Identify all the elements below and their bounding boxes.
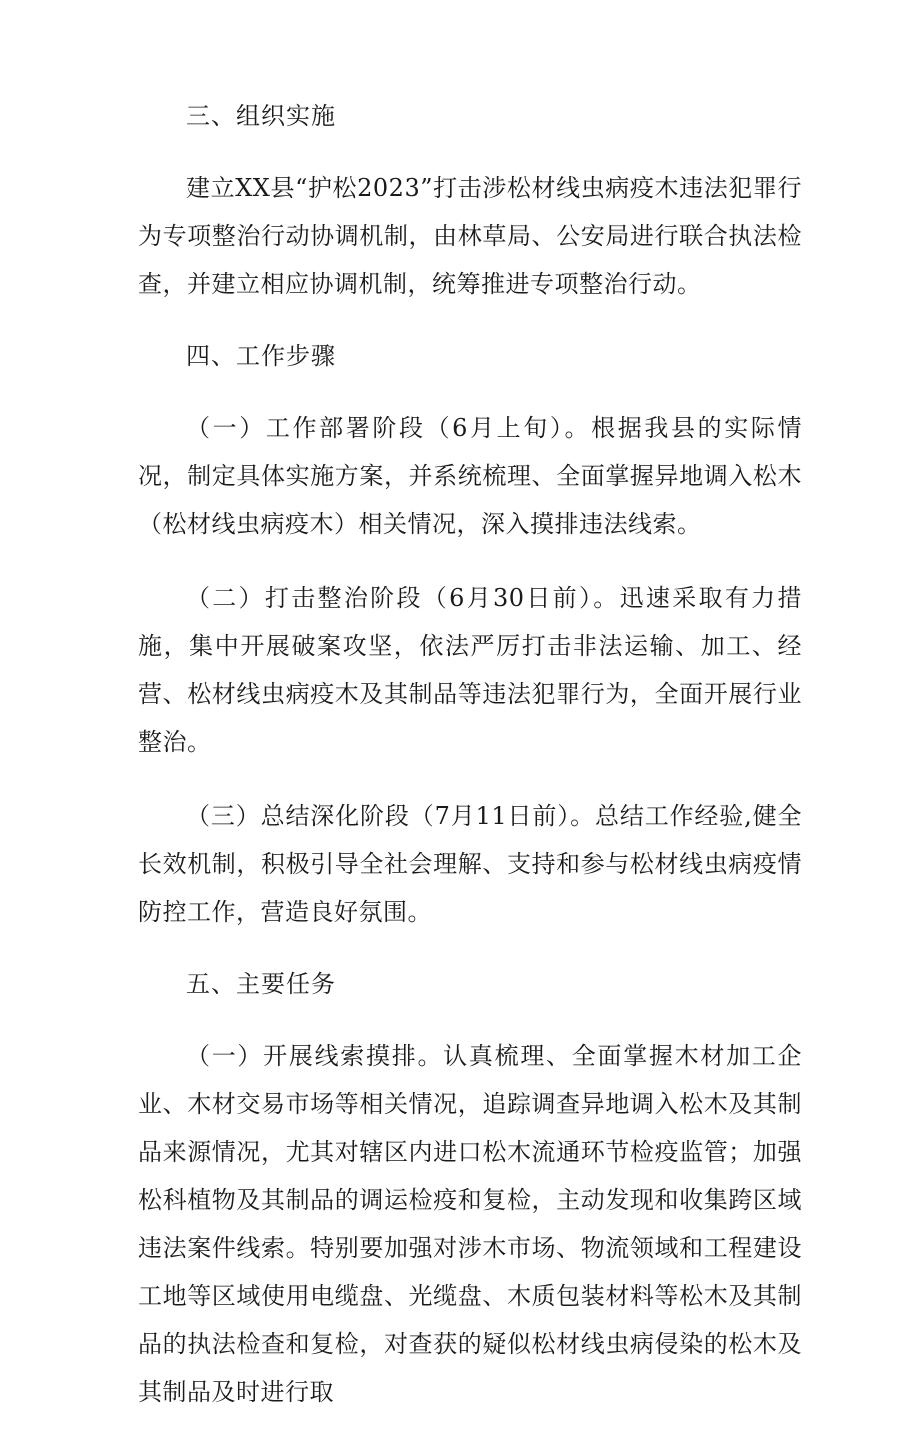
document-body: [138, 94, 802, 1442]
paragraph-step-crackdown: （二）打击整治阶段（6月30日前）。迅速采取有力措施，集中开展破案攻坚，依法严厉打击非法运输、加工、经营、松材线虫病疫木及其制品等违法犯罪行为，全面开展行业整治。: [138, 584, 802, 756]
paragraph-organization: 建立XX县“护松2023”打击涉松材线虫病疫木违法犯罪行为专项整治行动协调机制，由林草局、公安局进行联合执法检查，并建立相应协调机制，统筹推进专项整治行动。: [138, 174, 802, 298]
section-heading-work-steps: 四、工作步骤: [186, 342, 336, 370]
section-heading-main-tasks: 五、主要任务: [186, 970, 336, 998]
paragraph-task-clue-investigation: （一）开展线索摸排。认真梳理、全面掌握木材加工企业、木材交易市场等相关情况，追踪调查异地调入松木及其制品来源情况，尤其对辖区内进口松木流通环节检疫监管；加强松科植物及其制品的调运检疫和复检，主动发现和收集跨区域违法案件线索。特别要加强对涉木市场、物流领域和工程建设工地等区域使用电缆盘、光缆盘、木质包装材料等松木及其制品的执法检查和复检，对查获的疑似松材线虫病侵染的松木及其制品及时进行取: [138, 1042, 802, 1406]
paragraph-step-deployment: （一）工作部署阶段（6月上旬）。根据我县的实际情况，制定具体实施方案，并系统梳理、全面掌握异地调入松木（松材线虫病疫木）相关情况，深入摸排违法线索。: [138, 414, 802, 538]
section-heading-organization: 三、组织实施: [186, 102, 336, 130]
paragraph-step-summary: （三）总结深化阶段（7月11日前）。总结工作经验,健全长效机制，积极引导全社会理解、支持和参与松材线虫病疫情防控工作，营造良好氛围。: [138, 802, 802, 926]
